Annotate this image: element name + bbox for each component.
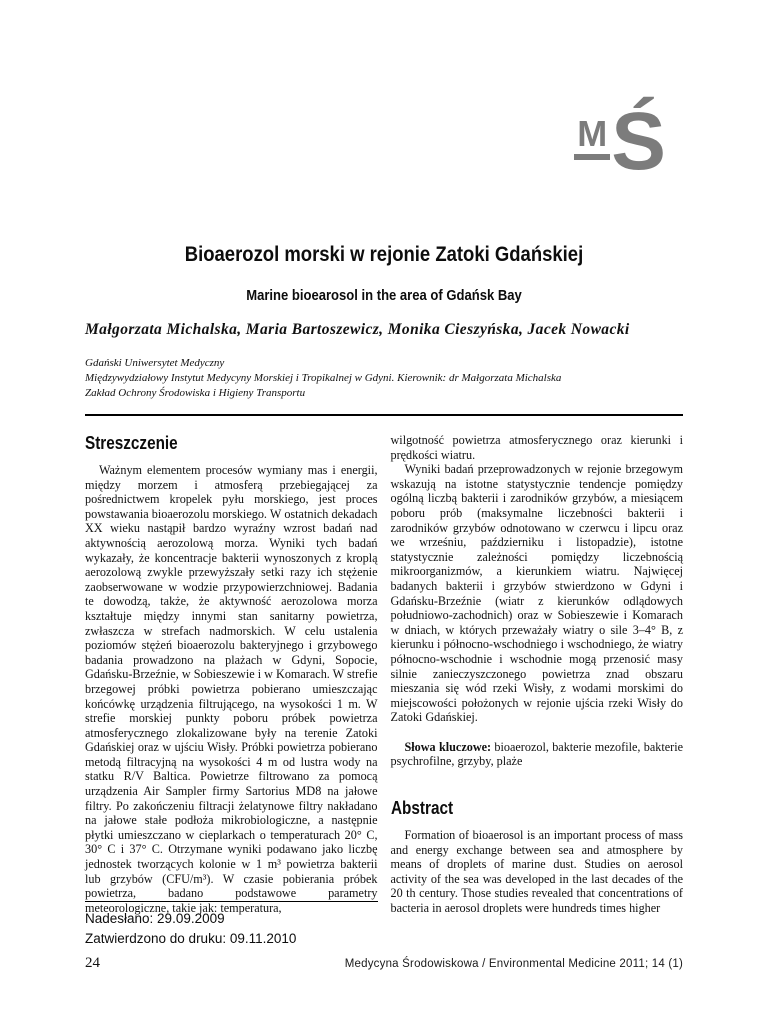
authors-line: Małgorzata Michalska, Maria Bartoszewicz, Monika Cieszyńska, Jacek Nowacki	[85, 321, 630, 338]
left-column	[85, 433, 378, 916]
affiliation-line: Gdański Uniwersytet Medyczny	[85, 357, 225, 369]
page-footer	[85, 955, 683, 972]
abstract-paragraph: Formation of bioaerosol is an important process of mass and energy exchange between sea and atmosphere by means of droplets of marine dust. Studies on aerosol activity of the sea was developed in the last decades of the 20 th century. Those studies revealed that concentrations of bacteria in aerosol droplets were hundreds times higher	[390, 828, 683, 916]
article-subtitle-english: Marine bioearosol in the area of Gdańsk Bay	[246, 288, 522, 304]
keywords-paragraph	[391, 740, 684, 769]
keywords-label: Słowa kluczowe:	[404, 739, 492, 754]
two-column-body	[85, 433, 683, 916]
streszczenie-paragraph: Ważnym elementem procesów wymiany mas i energii, między morzem i atmosferą przebiegającej za pośrednictwem kropelek pyłu morskiego, jest proces powstawania bioaerozolu morskiego. W ostatnich dekadach XX wieku nastąpił bardzo wyraźny wzrost badań nad aktywnością aerozolową morza. Wyniki tych badań wykazały, że koncentracje bakterii wynoszonych z kroplą aerozolową zwykle przewyższały setki razy ich stężenie zaobserwowane w wodzie przypowierzchniowej. Badania te dowodzą, także, że aktywność aerozolowa morza kształtuje między innymi stan sanitarny powietrza, zwłaszcza w strefach nadmorskich. W celu ustalenia poziomów stężeń bioaerozolu bakteryjnego i grzybowego badania prowadzono na plażach w Gdyni, Sopocie, Gdańsku-Brzeźnie, w Sobieszewie i w Komarach. W strefie brzegowej próbki powietrza pobierano umieszczając końcówkę urządzenia filtrującego, na wysokości 1 m. W strefie morskiej punkty poboru próbek powietrza atmosferycznego zlokalizowane były na terenie Zatoki Gdańskiej oraz w ujściu Wisły. Próbki powietrza pobierano metodą filtracyjną na wysokości 4 m od lustra wody na statku R/V Baltica. Powietrze filtrowano za pomocą urządzenia Air Sampler firmy Sartorius MD8 na jałowe filtry. Po zakończeniu filtracji żelatynowe filtry nakładano na jałowe stałe podłoża mikrobiologiczne, a następnie płytki umieszczano w cieplarkach o temperaturach 20° C, 30° C i 37° C. Otrzymane wyniki podawano jako liczbę jednostek tworzących kolonie w 1 m³ powietrza bakterii lub grzybów (CFU/m³). W czasie pobierania próbek powietrza, badano podstawowe parametry meteorologiczne, takie jak: temperatura,	[85, 463, 378, 915]
received-date: Nadesłano: 29.09.2009	[85, 911, 225, 926]
page-number: 24	[85, 955, 100, 971]
accepted-date: Zatwierdzono do druku: 09.11.2010	[85, 931, 297, 946]
affiliation-line: Międzywydziałowy Instytut Medycyny Morskiej i Tropikalnej w Gdyni. Kierownik: dr Małgorzata Michalska	[85, 372, 562, 384]
keywords-list: bioaerozol, bakterie mezofile, bakterie psychrofilne, grzyby, plaże	[390, 739, 683, 769]
submission-dates-block	[85, 901, 378, 949]
streszczenie-results-paragraph: Wyniki badań przeprowadzonych w rejonie brzegowym wskazują na istotne statystycznie tendencje pomiędzy ogólną liczbą bakterii i zarodników grzybów, a miesiącem poboru prób (maksymalne liczebności bakterii i zarodników grzybów odnotowano w czerwcu i lipcu oraz we wrześniu, październiku i listopadzie), istotne statystycznie zależności pomiędzy liczebnością mikroorganizmów, a kierunkiem wiatru. Najwięcej badanych bakterii i grzybów stwierdzono w Gdyni i Gdańsku-Brzeźnie (wiatr z kierunków odlądowych południowo-zachodnich) oraz w Sobieszewie i Komarach w dniach, w których przeważały wiatry o sile 3–4° B, z kierunku i północno-wschodniego i wschodniego, że wiatry północno-wschodnie i wschodnie mogą przenosić masy silnie zanieczyszczonego powietrza znad obszaru mieszania się wód rzeki Wisły, z wodami morskimi do miejscowości położonych w rejonie ujścia rzeki Wisły do Zatoki Gdańskiej.	[390, 462, 683, 725]
right-column	[391, 433, 684, 916]
article-title: Bioaerozol morski w rejonie Zatoki Gdańskiej	[184, 243, 584, 266]
affiliations-block	[85, 356, 683, 401]
logo-letter-m-icon: M	[574, 116, 610, 160]
section-heading-streszczenie: Streszczenie	[85, 433, 178, 453]
affiliation-line: Zakład Ochrony Środowiska i Higieny Transportu	[85, 387, 306, 399]
section-heading-abstract: Abstract	[390, 798, 453, 819]
streszczenie-continuation-paragraph: wilgotność powietrza atmosferycznego oraz kierunki i prędkości wiatru.	[390, 433, 683, 462]
header-divider	[85, 414, 683, 416]
journal-citation: Medycyna Środowiskowa / Environmental Medicine 2011; 14 (1)	[344, 958, 683, 970]
article-content	[85, 0, 683, 916]
logo-letter-s-icon: Ś	[611, 96, 666, 187]
